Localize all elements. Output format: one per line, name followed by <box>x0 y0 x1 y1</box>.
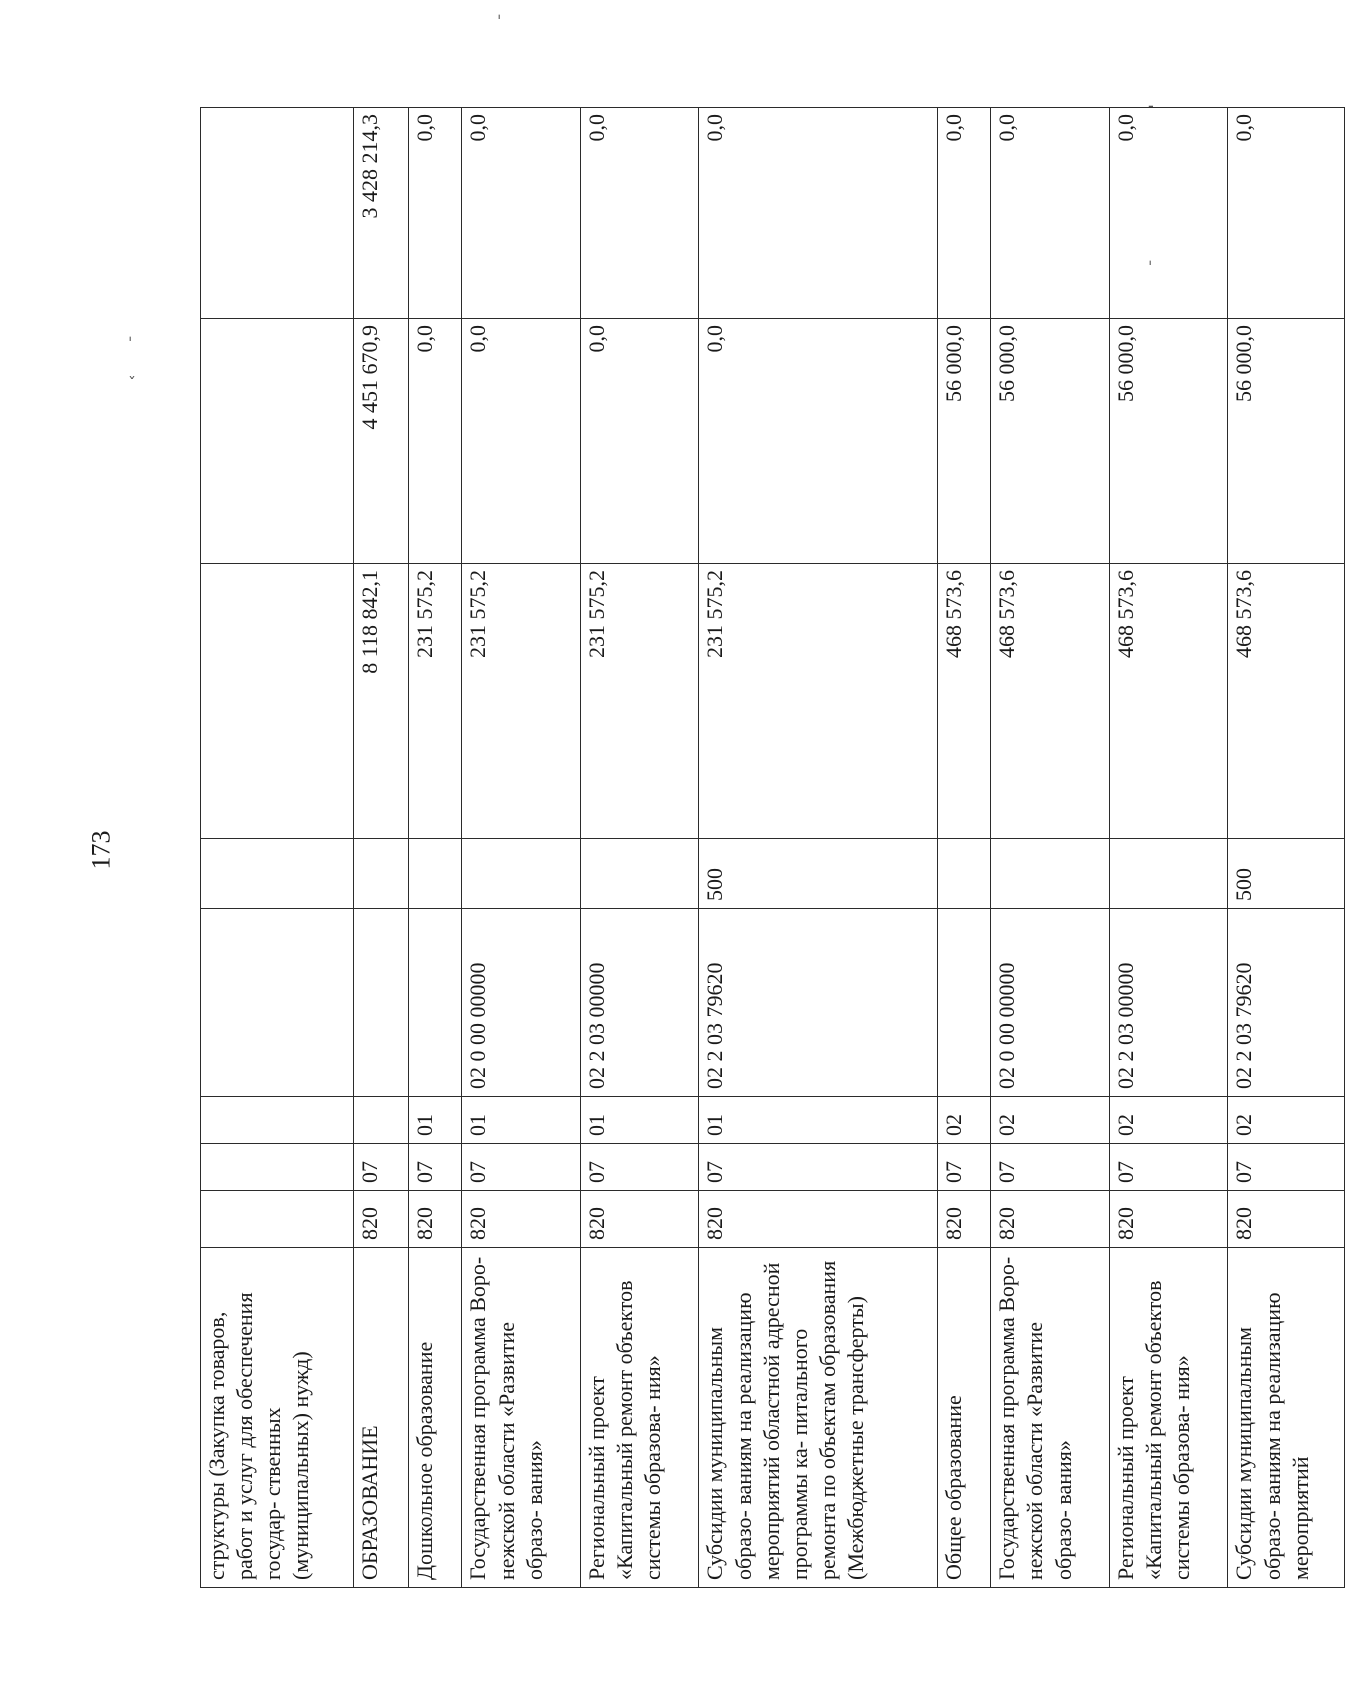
cell-csr <box>937 909 990 1097</box>
cell-pr: 02 <box>1228 1097 1345 1144</box>
cell-vr: 500 <box>699 839 937 909</box>
cell-amount-year1: 468 573,6 <box>937 564 990 839</box>
cell-amount-year2: 56 000,0 <box>991 319 1110 564</box>
cell-name: ОБРАЗОВАНИЕ <box>354 1248 409 1588</box>
cell-amount-year3: 0,0 <box>991 108 1110 319</box>
budget-table <box>200 107 1345 1588</box>
cell-amount-year2: 56 000,0 <box>1228 319 1345 564</box>
table-row <box>699 108 937 1588</box>
cell-name: Субсидии муниципальным образо- ваниям на реализацию мероприятий областной адресной программы ка- питального ремонта по объектам образования (Межбюджетные трансферты) <box>699 1248 937 1588</box>
cell-rz: 07 <box>937 1144 990 1191</box>
cell-vr <box>354 839 409 909</box>
table-row <box>462 108 581 1588</box>
cell-rz: 07 <box>1228 1144 1345 1191</box>
cell-amount-year2: 0,0 <box>462 319 581 564</box>
cell-rz: 07 <box>699 1144 937 1191</box>
cell-amount-year3: 0,0 <box>1228 108 1345 319</box>
cell-amount-year2: 0,0 <box>699 319 937 564</box>
cell-amount-year3: 0,0 <box>462 108 581 319</box>
cell-amount-year2: 56 000,0 <box>937 319 990 564</box>
cell-pr: 01 <box>462 1097 581 1144</box>
cell-csr: 02 2 03 00000 <box>580 909 699 1097</box>
cell-csr: 02 0 00 00000 <box>991 909 1110 1097</box>
cell-amount-year2: 56 000,0 <box>1109 319 1228 564</box>
cell-vr <box>201 839 354 909</box>
cell-amount-year1: 231 575,2 <box>699 564 937 839</box>
cell-pr: 01 <box>408 1097 461 1144</box>
table-row <box>354 108 409 1588</box>
cell-pr: 02 <box>1109 1097 1228 1144</box>
cell-amount-year3: 0,0 <box>408 108 461 319</box>
cell-csr <box>354 909 409 1097</box>
cell-amount-year1 <box>201 564 354 839</box>
cell-name: Государственная программа Воро- нежской области «Развитие образо- вания» <box>462 1248 581 1588</box>
cell-amount-year1: 8 118 842,1 <box>354 564 409 839</box>
cell-vr <box>991 839 1110 909</box>
cell-csr: 02 2 03 00000 <box>1109 909 1228 1097</box>
cell-vr <box>937 839 990 909</box>
cell-amount-year2: 0,0 <box>580 319 699 564</box>
scan-speck: ˈ <box>128 334 133 353</box>
cell-rz: 07 <box>991 1144 1110 1191</box>
cell-grbs: 820 <box>937 1191 990 1248</box>
cell-csr: 02 2 03 79620 <box>699 909 937 1097</box>
cell-amount-year1: 231 575,2 <box>580 564 699 839</box>
cell-grbs: 820 <box>408 1191 461 1248</box>
cell-name: Дошкольное образование <box>408 1248 461 1588</box>
cell-grbs: 820 <box>354 1191 409 1248</box>
cell-csr: 02 0 00 00000 <box>462 909 581 1097</box>
cell-amount-year1: 468 573,6 <box>1109 564 1228 839</box>
rotated-table-wrapper <box>200 108 1345 1588</box>
cell-amount-year1: 231 575,2 <box>462 564 581 839</box>
cell-amount-year3 <box>201 108 354 319</box>
table-row <box>991 108 1110 1588</box>
cell-csr <box>408 909 461 1097</box>
cell-csr <box>201 909 354 1097</box>
cell-pr: 01 <box>580 1097 699 1144</box>
cell-vr <box>462 839 581 909</box>
table-row <box>1109 108 1228 1588</box>
cell-amount-year3: 0,0 <box>699 108 937 319</box>
cell-name: Общее образование <box>937 1248 990 1588</box>
cell-amount-year3: 0,0 <box>1109 108 1228 319</box>
cell-grbs <box>201 1191 354 1248</box>
cell-rz <box>201 1144 354 1191</box>
cell-rz: 07 <box>580 1144 699 1191</box>
cell-amount-year1: 231 575,2 <box>408 564 461 839</box>
cell-amount-year3: 0,0 <box>580 108 699 319</box>
cell-rz: 07 <box>1109 1144 1228 1191</box>
cell-grbs: 820 <box>580 1191 699 1248</box>
cell-amount-year3: 0,0 <box>937 108 990 319</box>
cell-vr: 500 <box>1228 839 1345 909</box>
cell-amount-year2: 4 451 670,9 <box>354 319 409 564</box>
scan-speck: ˇ <box>128 374 136 393</box>
cell-name: Субсидии муниципальным образо- ваниям на реализацию мероприятий <box>1228 1248 1345 1588</box>
cell-pr: 01 <box>699 1097 937 1144</box>
table-row <box>408 108 461 1588</box>
scan-speck: ˈ <box>1148 258 1153 277</box>
cell-name: Региональный проект «Капитальный ремонт объектов системы образова- ния» <box>580 1248 699 1588</box>
cell-amount-year3: 3 428 214,3 <box>354 108 409 319</box>
cell-grbs: 820 <box>699 1191 937 1248</box>
cell-pr: 02 <box>937 1097 990 1144</box>
scan-speck: ˈ <box>497 12 502 31</box>
cell-grbs: 820 <box>1109 1191 1228 1248</box>
cell-amount-year2 <box>201 319 354 564</box>
cell-pr <box>201 1097 354 1144</box>
table-row <box>580 108 699 1588</box>
cell-rz: 07 <box>408 1144 461 1191</box>
cell-name: Региональный проект «Капитальный ремонт объектов системы образова- ния» <box>1109 1248 1228 1588</box>
cell-name: Государственная программа Воро- нежской области «Развитие образо- вания» <box>991 1248 1110 1588</box>
cell-csr: 02 2 03 79620 <box>1228 909 1345 1097</box>
cell-rz: 07 <box>462 1144 581 1191</box>
cell-pr: 02 <box>991 1097 1110 1144</box>
cell-vr <box>1109 839 1228 909</box>
cell-amount-year1: 468 573,6 <box>991 564 1110 839</box>
scan-speck: - <box>1148 96 1154 115</box>
cell-amount-year1: 468 573,6 <box>1228 564 1345 839</box>
table-row <box>201 108 354 1588</box>
cell-vr <box>408 839 461 909</box>
cell-grbs: 820 <box>1228 1191 1345 1248</box>
cell-grbs: 820 <box>991 1191 1110 1248</box>
cell-name: структуры (Закупка товаров, работ и услуг для обеспечения государ- ственных (муниципальных) нужд) <box>201 1248 354 1588</box>
cell-amount-year2: 0,0 <box>408 319 461 564</box>
cell-pr <box>354 1097 409 1144</box>
cell-rz: 07 <box>354 1144 409 1191</box>
cell-grbs: 820 <box>462 1191 581 1248</box>
page-number: 173 <box>86 830 116 870</box>
table-row <box>1228 108 1345 1588</box>
table-row <box>937 108 990 1588</box>
cell-vr <box>580 839 699 909</box>
